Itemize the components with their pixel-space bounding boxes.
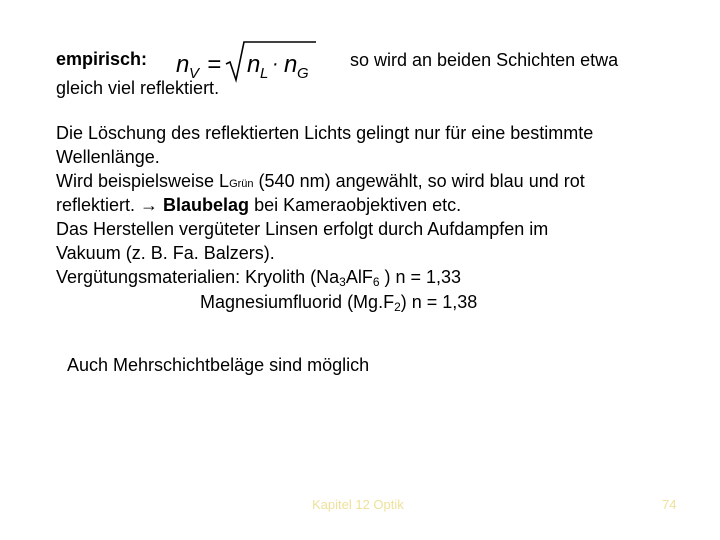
body-line-2: Wellenlänge. <box>56 147 160 167</box>
body-line-5: Das Herstellen vergüteter Linsen erfolgt durch Aufdampfen im <box>56 219 549 239</box>
footer-page-number: 74 <box>662 497 677 512</box>
body-line-4-post: bei Kameraobjektiven etc. <box>249 195 462 215</box>
formula-dot: · <box>272 53 279 75</box>
formula-n-g: n <box>284 51 298 78</box>
formula-n-l: n <box>247 51 261 78</box>
footer-chapter: Kapitel 12 Optik <box>312 497 404 512</box>
material-1-sub1: 3 <box>339 275 346 289</box>
material-1-a: Vergütungsmaterialien: Kryolith (Na <box>56 267 340 287</box>
body-line-4-bold: Blaubelag <box>163 195 250 215</box>
body-line-8 <box>200 290 477 314</box>
formula-n-v-sub: V <box>189 65 200 82</box>
formula-equals: = <box>207 51 222 78</box>
formula-n-l-sub: L <box>260 65 269 82</box>
body-line-3-pre: Wird beispielsweise L <box>56 171 230 191</box>
material-1-b: AlF <box>345 267 373 287</box>
body-line-3-post: (540 nm) angewählt, so wird blau und rot <box>253 171 585 191</box>
material-1-c: ) n = 1,33 <box>379 267 462 287</box>
formula-n-v: n <box>176 51 190 78</box>
body-line-4-pre: reflektiert. → <box>56 195 164 215</box>
body-line-6: Vakuum (z. B. Fa. Balzers). <box>56 243 275 263</box>
body-line-1: Die Löschung des reflektierten Lichts gelingt nur für eine bestimmte <box>56 123 594 143</box>
body-line-3 <box>56 169 585 196</box>
intro-line2: gleich viel reflektiert. <box>56 78 220 98</box>
material-2-sub: 2 <box>394 300 401 314</box>
body-line-4 <box>56 193 461 217</box>
note-text: Auch Mehrschichtbeläge sind möglich <box>67 355 370 375</box>
material-1-sub2: 6 <box>372 275 380 289</box>
body-line-3-sub: Grün <box>229 178 254 190</box>
intro-tail: so wird an beiden Schichten etwa <box>350 50 619 70</box>
empirisch-label: empirisch: <box>56 49 148 69</box>
material-2-b: ) n = 1,38 <box>400 292 478 312</box>
material-2-a: Magnesiumfluorid (Mg.F <box>200 292 395 312</box>
body-line-7 <box>56 265 461 289</box>
formula-n-g-sub: G <box>297 65 309 82</box>
